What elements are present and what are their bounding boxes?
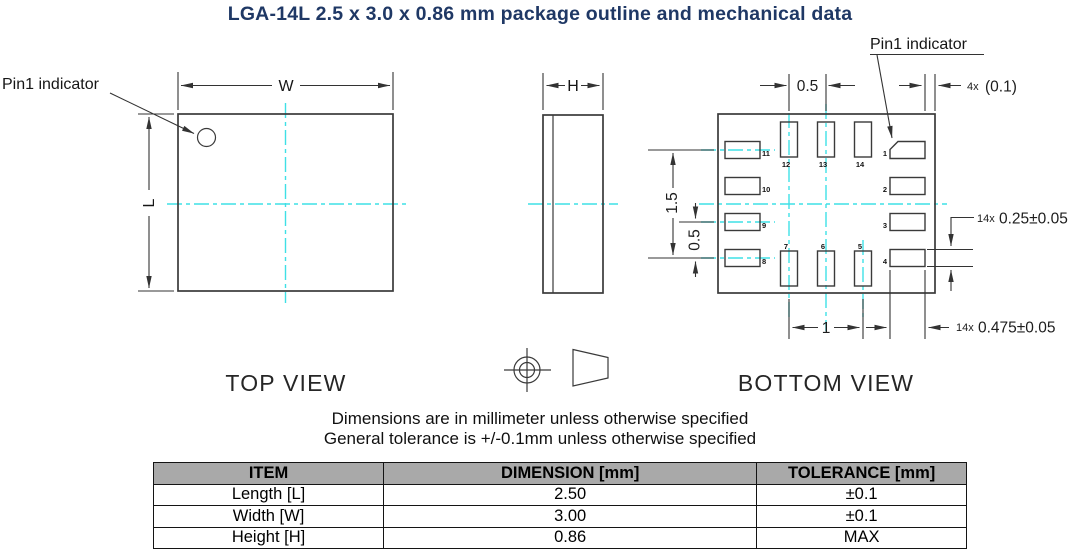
item-cell: Width [W] <box>154 506 384 528</box>
left-pitch-dimension <box>679 203 714 277</box>
top-pitch-value: 0.5 <box>796 78 819 95</box>
height-dimension <box>543 73 603 110</box>
top-view-pin1-callout <box>2 76 194 134</box>
bottom-view-pin1-label: Pin1 indicator <box>870 36 967 53</box>
dimension-cell: 2.50 <box>384 484 757 506</box>
page-title: LGA-14L 2.5 x 3.0 x 0.86 mm package outline and mechanical data <box>227 3 853 25</box>
table-row <box>154 527 967 549</box>
table-row <box>154 484 967 506</box>
note-tolerance: General tolerance is +/-0.1mm unless otherwise specified <box>323 429 757 448</box>
pin-label-5: 5 <box>857 242 863 251</box>
table-row <box>154 506 967 528</box>
projection-cone <box>573 350 608 387</box>
pin-label-3: 3 <box>882 221 887 230</box>
tolerance-cell: ±0.1 <box>757 484 967 506</box>
pad-width-count: 14x <box>977 213 995 225</box>
edge-gap-dimension <box>899 74 1017 111</box>
pad-length-dimension <box>866 270 1055 339</box>
length-dimension <box>138 114 174 291</box>
note-units: Dimensions are in millimeter unless otherwise specified <box>331 409 749 428</box>
pin-label-6: 6 <box>820 242 826 251</box>
edge-gap-value: (0.1) <box>985 78 1017 96</box>
table-header-row <box>154 463 967 485</box>
height-dim-label: H <box>567 78 579 95</box>
tolerance-cell: ±0.1 <box>757 506 967 528</box>
pad-length-count: 14x <box>956 322 974 334</box>
dimension-table <box>153 462 967 549</box>
pin1-indicator-dot <box>198 129 216 147</box>
col-header-item: ITEM <box>154 463 384 485</box>
pin-label-1: 1 <box>882 149 887 158</box>
general-notes <box>0 409 1080 449</box>
projection-symbol <box>504 348 608 392</box>
side-view <box>528 73 618 293</box>
edge-gap-count: 4x <box>967 81 979 93</box>
top-pitch-dimension <box>760 74 855 111</box>
pin-label-9: 9 <box>762 221 767 230</box>
left-pitch-value: 0.5 <box>686 229 704 251</box>
pad-length-value: 0.475±0.05 <box>978 319 1056 337</box>
pad-4 <box>890 250 925 267</box>
top-view <box>2 72 406 396</box>
pin-label-7: 7 <box>783 242 789 251</box>
pad-10 <box>725 178 760 195</box>
pin-label-2: 2 <box>882 185 887 194</box>
bottom-pitch-value: 1 <box>821 320 831 337</box>
pin-label-14: 14 <box>855 160 865 169</box>
pad-14 <box>855 122 872 157</box>
pad-width-value: 0.25±0.05 <box>999 210 1068 228</box>
pad-1 <box>890 142 925 159</box>
tolerance-cell: MAX <box>757 527 967 549</box>
bottom-view-caption: BOTTOM VIEW <box>737 370 915 396</box>
pad-width-dimension <box>927 211 1068 292</box>
pin-label-11: 11 <box>762 149 770 158</box>
bottom-view <box>648 36 1068 396</box>
col-header-tolerance: TOLERANCE [mm] <box>757 463 967 485</box>
col-header-dimension: DIMENSION [mm] <box>384 463 757 485</box>
left-span-value: 1.5 <box>664 192 681 214</box>
pad-2 <box>890 178 925 195</box>
dimension-cell: 0.86 <box>384 527 757 549</box>
item-cell: Height [H] <box>154 527 384 549</box>
top-view-caption: TOP VIEW <box>225 370 347 396</box>
pad-3 <box>890 214 925 231</box>
top-view-pin1-label: Pin1 indicator <box>2 76 99 93</box>
pin-label-4: 4 <box>882 257 887 266</box>
width-dim-label: W <box>278 78 294 95</box>
dimension-cell: 3.00 <box>384 506 757 528</box>
item-cell: Length [L] <box>154 484 384 506</box>
pin-label-13: 13 <box>818 160 828 169</box>
length-dim-label: L <box>141 198 158 208</box>
pin-label-12: 12 <box>781 160 791 169</box>
pin-label-8: 8 <box>762 257 767 266</box>
pin-label-10: 10 <box>762 185 771 194</box>
